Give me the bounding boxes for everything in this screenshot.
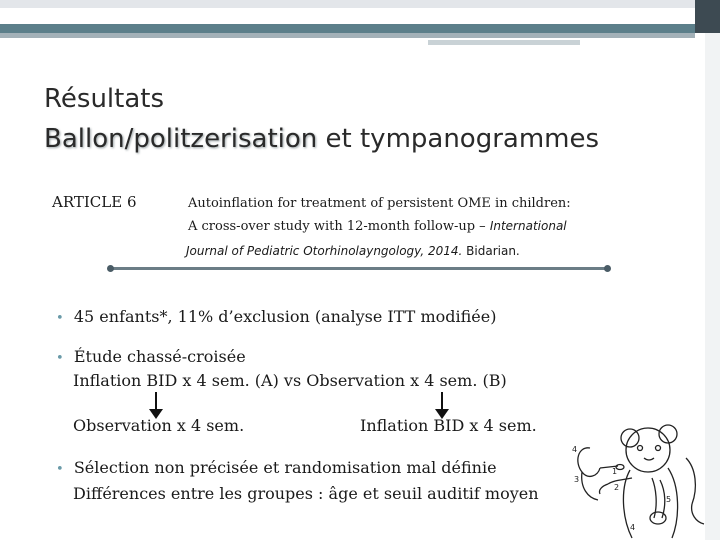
bullet-limitations-line2: Différences entre les groupes : âge et seuil auditif moyen (73, 484, 539, 503)
article-author: Bidarian. (466, 244, 520, 258)
article-title-line2 (188, 219, 567, 234)
article-label: ARTICLE 6 (52, 193, 137, 211)
article-title-line1: Autoinflation for treatment of persistent OME in children: (188, 196, 571, 211)
figure-label-5: 5 (666, 495, 672, 504)
crossover-arm-b-second: Inflation BID x 4 sem. (360, 416, 537, 435)
header-corner-block (695, 0, 720, 33)
bullet-design (56, 347, 246, 366)
article-line2-main: A cross-over study with 12-month follow-up – (188, 219, 490, 234)
divider-dot-right (604, 265, 611, 272)
bullet-limitations (56, 458, 497, 477)
bullet-text: Étude chassé-croisée (73, 347, 246, 366)
divider-dot-left (107, 265, 114, 272)
bullet-enrollment (56, 307, 496, 326)
bullet-design-arms: Inflation BID x 4 sem. (A) vs Observation x 4 sem. (B) (73, 371, 507, 390)
article-journal-part2: Journal of Pediatric Otorhinolayngology, 2014. (186, 244, 467, 258)
bullet-marker: • (56, 311, 64, 326)
figure-label-2: 2 (614, 483, 620, 492)
autoinflation-illustration (568, 418, 713, 540)
header-gray-bar (0, 33, 695, 38)
article-journal-line (186, 244, 520, 258)
header-teal-bar (0, 24, 695, 33)
figure-label-1: 1 (612, 467, 618, 476)
top-band (0, 0, 720, 8)
figure-label-4a: 4 (572, 445, 578, 454)
bullet-marker: • (56, 462, 64, 477)
header-accent-bar (428, 40, 580, 45)
bullet-marker: • (56, 351, 64, 366)
slide-title-line1: Résultats (44, 84, 165, 114)
article-journal-part1: International (489, 219, 567, 233)
crossover-arm-a-second: Observation x 4 sem. (73, 416, 245, 435)
title-rest: et tympanogrammes (317, 124, 600, 154)
figure-label-4b: 4 (630, 523, 636, 532)
divider-line (110, 267, 608, 270)
figure-label-3: 3 (574, 475, 580, 484)
bullet-text: Sélection non précisée et randomisation mal définie (73, 458, 497, 477)
bullet-text: 45 enfants*, 11% d’exclusion (analyse ITT modifiée) (73, 307, 497, 326)
title-highlight: Ballon/politzerisation (44, 124, 318, 154)
slide-title-line2 (44, 124, 599, 154)
